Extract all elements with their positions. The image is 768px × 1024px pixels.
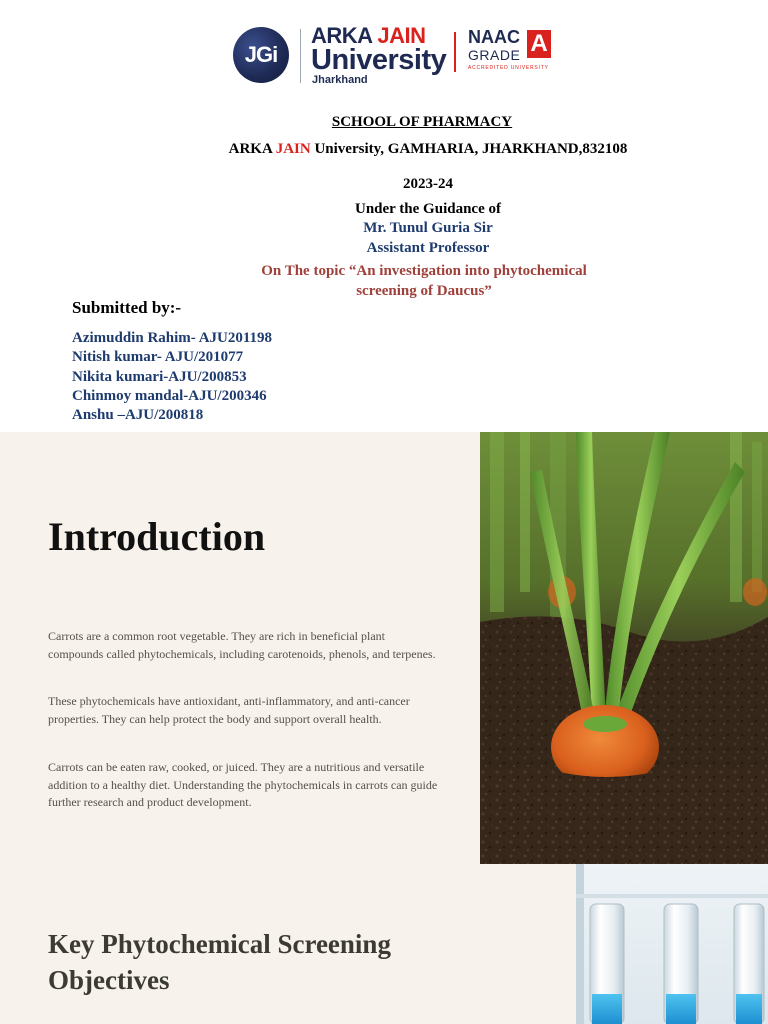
grade-label: GRADE: [468, 47, 521, 63]
student-item: Azimuddin Rahim- AJU201198: [72, 330, 273, 346]
university-suffix: University, GAMHARIA, JHARKHAND,832108: [314, 141, 628, 157]
guide-name: Mr. Tunul Guria Sir: [363, 220, 493, 236]
topic-line-2: screening of Daucus”: [356, 283, 492, 299]
student-item: Nitish kumar- AJU/201077: [72, 349, 244, 366]
introduction-section: [0, 432, 768, 1024]
intro-paragraph: These phytochemicals have antioxidant, anti-inflammatory, and anti-cancer properties. They can help protect the body and support overall health.: [48, 694, 410, 726]
accredited-label: ACCREDITED UNIVERSITY: [468, 65, 549, 71]
topic-line-1: On The topic “An investigation into phytochemical: [261, 263, 587, 279]
carrot-in-soil-photo: [480, 432, 768, 864]
introduction-heading: Introduction: [48, 514, 266, 559]
logo-university: University: [311, 44, 447, 76]
academic-year: 2023-24: [403, 176, 453, 192]
university-red-word: JAIN: [275, 141, 311, 157]
student-item: Anshu –AJU/200818: [72, 407, 204, 424]
naac-label: NAAC: [468, 27, 520, 47]
grade-a-badge: A: [527, 30, 551, 58]
guidance-label: Under the Guidance of: [355, 201, 501, 217]
university-prefix: ARKA: [228, 141, 272, 157]
intro-paragraph: Carrots are a common root vegetable. They are rich in beneficial plant compounds called phytochemicals, including carotenoids, phenols, and terpenes.: [48, 629, 436, 661]
jgi-logo-icon: JGi: [233, 27, 289, 83]
school-name: SCHOOL OF PHARMACY: [331, 114, 513, 130]
university-logo: [230, 24, 560, 88]
logo-jain: JAIN: [377, 23, 426, 48]
intro-paragraph: Carrots can be eaten raw, cooked, or juiced. They are a nutritious and versatile addition to a healthy diet. Understanding the phytochemicals in carrots can guide further research and product development.: [48, 760, 438, 810]
guide-title: Assistant Professor: [366, 240, 490, 256]
logo-divider: [300, 29, 301, 83]
student-list: [72, 329, 272, 425]
student-item: Chinmoy mandal-AJU/200346: [72, 387, 267, 404]
objectives-heading-line-2: Objectives: [48, 965, 170, 995]
submitted-by-label: Submitted by:-: [72, 298, 182, 317]
objectives-heading-line-1: Key Phytochemical Screening: [48, 929, 391, 959]
university-address: [44, 140, 768, 158]
test-tubes-photo: [576, 864, 768, 1024]
logo-location: Jharkhand: [312, 74, 368, 86]
student-item: Nikita kumari-AJU/200853: [72, 368, 247, 385]
logo-arka: ARKA: [311, 23, 372, 48]
logo-divider-red: [454, 32, 456, 72]
objectives-heading: [48, 926, 548, 998]
